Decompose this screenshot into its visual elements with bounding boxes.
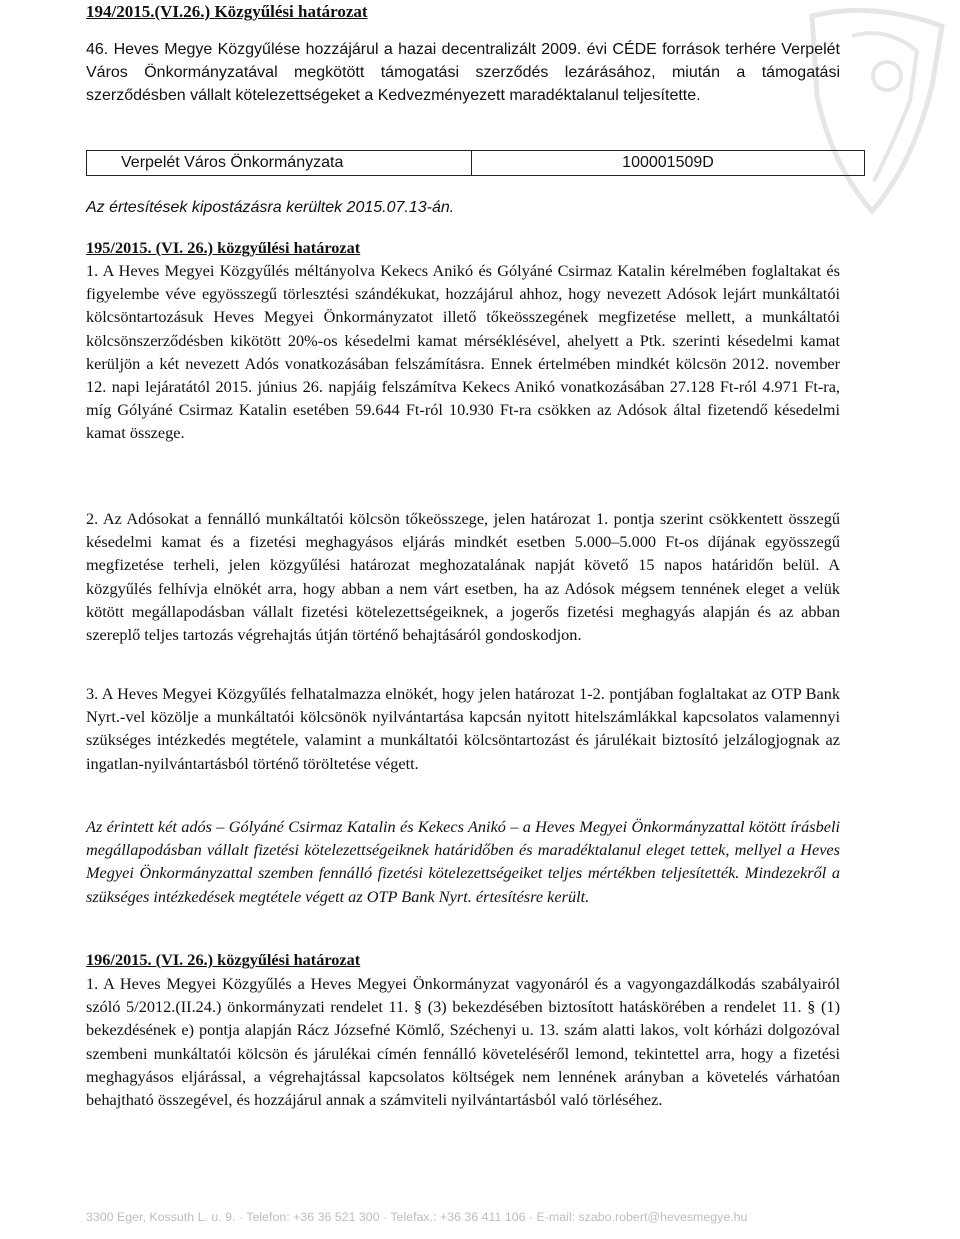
notification-note: Az értesítések kipostázásra kerültek 2015.07.13-án.: [86, 199, 455, 216]
page-footer-contact: 3300 Eger, Kossuth L. u. 9. · Telefon: +36 36 521 300 · Telefax.: +36 36 411 106 · E-mail: szabo.robert@hevesmegye.hu: [86, 1210, 748, 1224]
signature-table: [86, 150, 865, 176]
resolution-195-point-1: 1. A Heves Megyei Közgyűlés méltányolva Kekecs Anikó és Gólyáné Csirmaz Katalin kérelmében foglaltakat és figyelembe véve egyösszegű törlesztési szándékukat, hozzájárul ahhoz, hogy nevezett Adósok lejárt munkáltatói kölcsöntartozásuk Heves Megyei Önkormányzatot illető tőkeösszegének megfizetése mellett, a munkáltatói kölcsönszerződésben kikötött 20%-os késedelmi kamat mérséklésével, ahelyett a Ptk. szerinti késedelmi kamat kerüljön a két nevezett Adós vonatkozásában felszámításra. Ennek értelmében mindkét kölcsön 2012. november 12. napi lejáratától 2015. június 26. napjáig felszámítva Kekecs Anikó vonatkozásában 27.128 Ft-ról 4.971 Ft-ra, míg Gólyáné Csirmaz Katalin esetében 59.644 Ft-ról 10.930 Ft-ra csökken az Adósok által fizetendő késedelmi kamat összege.: [86, 261, 840, 443]
signature-table-code: 100001509D: [472, 151, 865, 176]
signature-table-authority: Verpelét Város Önkormányzata: [87, 151, 472, 176]
resolution-195-point-3: 3. A Heves Megyei Közgyűlés felhatalmazza elnökét, hogy jelen határozat 1-2. pontjában foglaltakat az OTP Bank Nyrt.-vel közölje a munkáltatói kölcsönök nyilvántartása kapcsán nyitott hitelszámlákkal kapcsolatos valamennyi szükséges intézkedés megtétele, valamint a munkáltatói kölcsöntartozást és járulékait biztosító jelzálogjognak az ingatlan-nyilvántartásból történő töröltetése végett.: [86, 684, 840, 773]
resolution-196-point-1: 1. A Heves Megyei Közgyűlés a Heves Megyei Önkormányzat vagyonáról és a vagyongazdálkodás szabályairól szóló 5/2012.(II.24.) önkormányzati rendelet 11. § (3) bekezdésében biztosított hatáskörében a rendelet 11. § (1) bekezdésének e) pontja alapján Rácz Józsefné Kömlő, Széchenyi u. 13. szám alatti lakos, volt kórházi dolgozóval szembeni munkáltatói kölcsön és járulékai címén fennálló követeléséről lemond, tekintettel arra, hogy a fizetési meghagyásos eljárással, a végrehajtással kapcsolatos költségek nem lennének arányban a követelés várhatóan behajtható összegével, és hozzájárul annak a számviteli nyilvántartásból való törléséhez.: [86, 974, 840, 1110]
resolution-195-point-2: 2. Az Adósokat a fennálló munkáltatói kölcsön tőkeösszege, jelen határozat 1. pontja szerint csökkentett összegű késedelmi kamat és a fizetési meghagyásos eljárás mindkét esetben 5.000–5.000 Ft-os díjának egyösszegű megfizetése terheli, jelen közgyűlési határozat meghozatalának napját követő 15 napos határidőn belül. A közgyűlés felhívja elnökét arra, hogy abban a nem várt esetben, ha az Adósok mégsem tennének eleget a velük kötött megállapodásban vállalt fizetési kötelezettségeiknek, a jogerős fizetési meghagyás alapján és az abban szereplő teljes tartozás végrehajtás útján történő behajtásáról gondoskodjon.: [86, 509, 840, 645]
item-46-paragraph: 46. Heves Megye Közgyűlése hozzájárul a hazai decentralizált 2009. évi CÉDE források terhére Verpelét Város Önkormányzatával megkötött támogatási szerződés lezárásához, miután a támogatási szerződésben vállalt kötelezettségeket a Kedvezményezett maradéktalanul teljesítette.: [86, 41, 840, 105]
resolution-heading-196: 196/2015. (VI. 26.) közgyűlési határozat: [86, 950, 361, 969]
resolution-heading-195: 195/2015. (VI. 26.) közgyűlési határozat: [86, 238, 361, 257]
resolution-heading-194: 194/2015.(VI.26.) Közgyűlési határozat: [86, 2, 368, 21]
resolution-195-closing-note: Az érintett két adós – Gólyáné Csirmaz Katalin és Kekecs Anikó – a Heves Megyei Önkormányzattal kötött írásbeli megállapodásban vállalt fizetési kötelezettségeiknek határidőben és maradéktalanul eleget tettek, mellyel a Heves Megyei Önkormányzattal szemben fennálló fizetési kötelezettségeiket teljes mértékben teljesítették. Mindezekről a szükséges intézkedések megtétele végett az OTP Bank Nyrt. értesítésre került.: [86, 817, 840, 906]
